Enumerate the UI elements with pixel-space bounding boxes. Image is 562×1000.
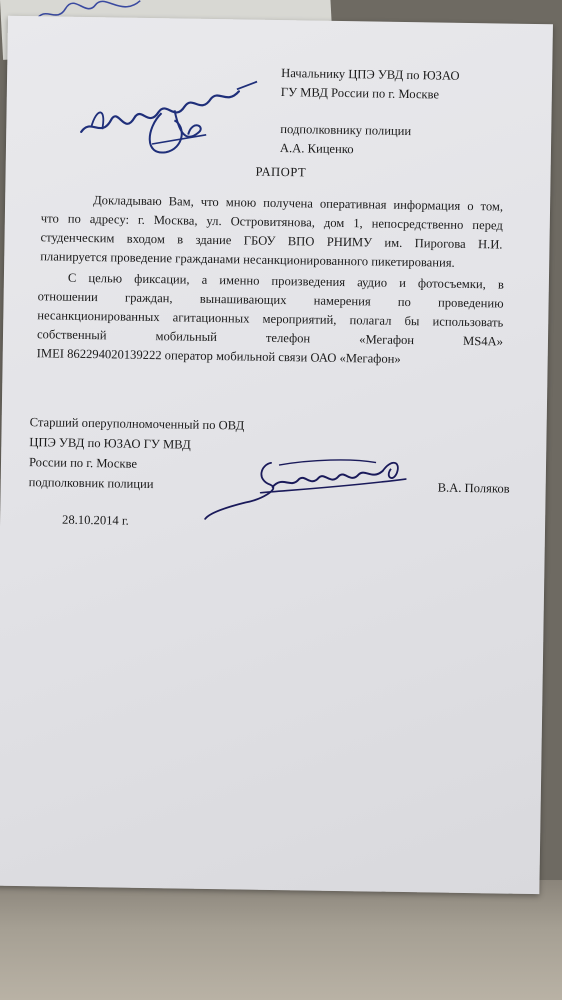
approval-handwriting bbox=[66, 47, 268, 170]
paragraph-2-line-1: С целью фиксации, а именно произведения аудио и фотосъемки, в bbox=[67, 270, 504, 292]
paragraph-1-line-3: студенческим входом в здание ГБОУ ВПО РНИМУ им. Пирогова Н.И. bbox=[40, 230, 503, 252]
addressee-line-4: А.А. Киценко bbox=[279, 141, 354, 157]
paragraph-1-line-4: планируется проведение гражданами несанкционированного пикетирования. bbox=[40, 249, 455, 270]
signer-position-line-3: России по г. Москве bbox=[28, 455, 138, 471]
document-title: РАПОРТ bbox=[255, 164, 307, 180]
paragraph-1 bbox=[40, 190, 503, 273]
signer-rank: подполковник полиции bbox=[28, 475, 154, 492]
addressee-block bbox=[280, 64, 460, 161]
paragraph-2-line-5: IMEI 862294020139222 оператор мобильной связи ОАО «Мегафон» bbox=[36, 346, 401, 366]
signer-position-line-1: Старший оперуполномоченный по ОВД bbox=[29, 415, 245, 433]
addressee-line-3: подполковнику полиции bbox=[280, 122, 412, 139]
signer-position-line-2: ЦПЭ УВД по ЮЗАО ГУ МВД bbox=[29, 435, 191, 452]
signer-name: В.А. Поляков bbox=[437, 480, 510, 496]
paragraph-2-line-2: отношении граждан, вынашивающих намерения по проведению bbox=[37, 289, 504, 311]
table-surface bbox=[0, 880, 562, 1000]
addressee-line-2: ГУ МВД России по г. Москве bbox=[280, 85, 440, 102]
paragraph-2-line-4: собственный мобильный телефон «Мегафон MS4A» bbox=[36, 327, 504, 349]
paragraph-2 bbox=[37, 268, 504, 370]
paragraph-2-line-3: несанкционированных агитационных мероприятий, полагал бы использовать bbox=[37, 308, 504, 330]
document-page bbox=[0, 16, 553, 894]
handwritten-signature bbox=[200, 444, 421, 527]
paragraph-1-line-2: что по адресу: г. Москва, ул. Островитянова, дом 1, непосредственно перед bbox=[40, 211, 503, 233]
document-date: 28.10.2014 г. bbox=[62, 512, 129, 528]
paragraph-1-line-1: Докладываю Вам, что мною получена оперативная информация о том, bbox=[93, 193, 504, 214]
addressee-line-1: Начальнику ЦПЭ УВД по ЮЗАО bbox=[281, 66, 460, 83]
